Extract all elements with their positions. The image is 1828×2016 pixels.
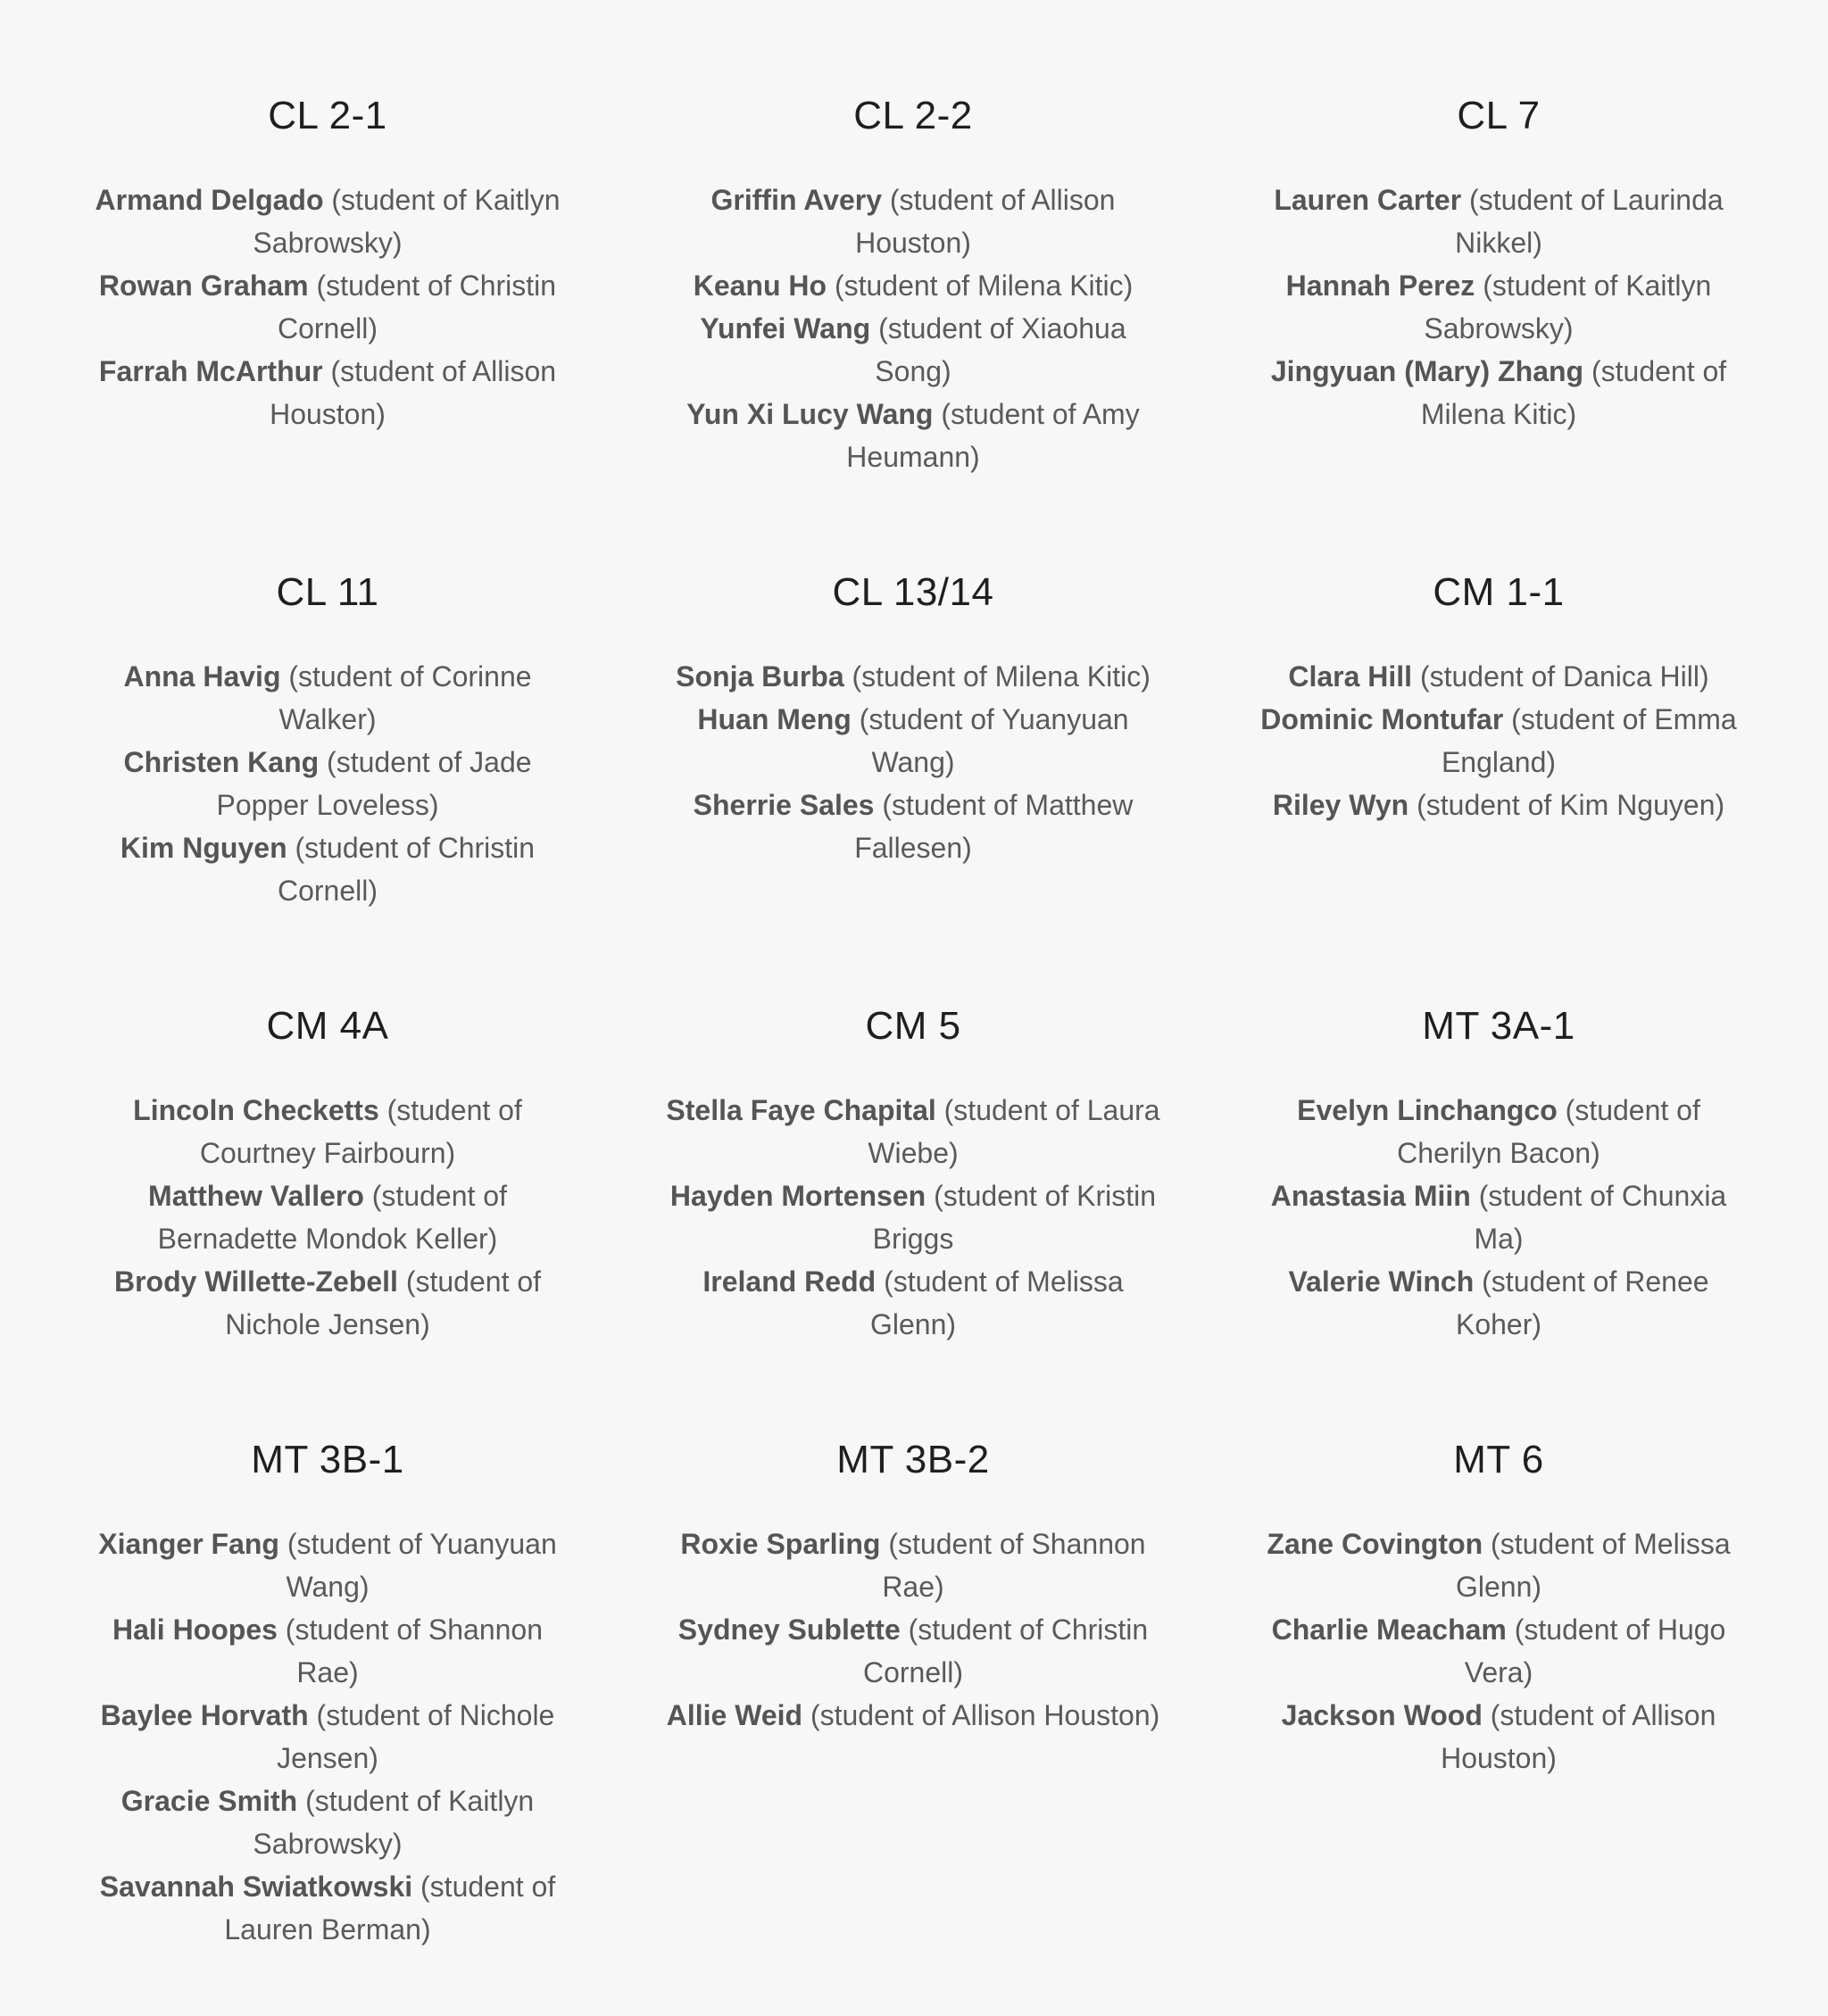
group-title: MT 6 — [1453, 1438, 1544, 1481]
group-title: MT 3B-2 — [836, 1438, 990, 1481]
student-name: Huan Meng — [697, 703, 852, 735]
group-cm-4a — [78, 1001, 577, 1346]
student-entry — [663, 698, 1163, 784]
teacher-note: (student of Yuanyuan Wang) — [859, 703, 1129, 778]
student-name: Jingyuan (Mary) Zhang — [1270, 355, 1584, 387]
student-list — [78, 1522, 577, 1951]
teacher-note: (student of Kim Nguyen) — [1417, 789, 1725, 821]
teacher-note: (student of Kristin Briggs — [872, 1180, 1157, 1255]
teacher-note: (student of Xiaohua Song) — [875, 312, 1126, 387]
student-name: Xianger Fang — [98, 1528, 279, 1560]
student-entry — [1249, 784, 1749, 826]
teacher-note: (student of Christin Cornell) — [277, 832, 536, 907]
student-name: Matthew Vallero — [148, 1180, 364, 1212]
student-name: Farrah McArthur — [98, 355, 323, 387]
group-mt-3b-2 — [663, 1435, 1163, 1737]
teacher-note: (student of Danica Hill) — [1419, 660, 1709, 693]
student-entry — [78, 1260, 577, 1346]
group-mt-3a-1 — [1249, 1001, 1749, 1346]
student-name: Sherrie Sales — [693, 789, 875, 821]
group-title: CL 2-1 — [268, 94, 387, 137]
group-cl-2-1 — [78, 91, 577, 436]
student-name: Charlie Meacham — [1271, 1614, 1507, 1646]
student-entry — [663, 393, 1163, 478]
teacher-note: (student of Kaitlyn Sabrowsky) — [253, 1785, 535, 1860]
student-entry — [663, 1174, 1163, 1260]
student-name: Allie Weid — [666, 1699, 803, 1731]
student-entry — [1249, 655, 1749, 698]
student-name: Dominic Montufar — [1260, 703, 1504, 735]
student-entry — [663, 1089, 1163, 1174]
group-title: CM 5 — [865, 1004, 961, 1048]
student-entry — [1249, 1522, 1749, 1608]
student-name: Hayden Mortensen — [669, 1180, 926, 1212]
group-title: MT 3A-1 — [1422, 1004, 1575, 1048]
teacher-note: (student of Christin Cornell) — [862, 1614, 1149, 1688]
student-entry — [1249, 1260, 1749, 1346]
student-list — [78, 1089, 577, 1346]
student-entry — [78, 1865, 577, 1951]
teacher-note: (student of Cherilyn Bacon) — [1397, 1094, 1700, 1169]
student-entry — [78, 1780, 577, 1865]
teacher-note: (student of Hugo Vera) — [1464, 1614, 1726, 1688]
student-entry — [663, 1608, 1163, 1694]
student-name: Sydney Sublette — [677, 1614, 901, 1646]
teacher-note: (student of Milena Kitic) — [1420, 355, 1727, 430]
group-cl-7 — [1249, 91, 1749, 436]
student-list — [663, 178, 1163, 478]
student-name: Riley Wyn — [1272, 789, 1409, 821]
student-name: Anastasia Miin — [1270, 1180, 1471, 1212]
student-entry — [663, 1260, 1163, 1346]
group-mt-3b-1 — [78, 1435, 577, 1951]
student-entry — [663, 307, 1163, 393]
teacher-note: (student of Nichole Jensen) — [225, 1265, 542, 1340]
student-list — [78, 178, 577, 436]
teacher-note: (student of Bernadette Mondok Keller) — [157, 1180, 507, 1255]
student-name: Stella Faye Chapital — [666, 1094, 936, 1126]
teacher-note: (student of Nichole Jensen) — [277, 1699, 555, 1774]
teacher-note: (student of Kaitlyn Sabrowsky) — [1424, 270, 1712, 344]
student-entry — [1249, 698, 1749, 784]
teacher-note: (student of Allison Houston) — [1441, 1699, 1716, 1774]
student-name: Rowan Graham — [98, 270, 309, 302]
student-name: Savannah Swiatkowski — [99, 1871, 413, 1903]
group-title: MT 3B-1 — [251, 1438, 404, 1481]
student-entry — [78, 741, 577, 826]
student-entry — [663, 178, 1163, 264]
student-entry — [78, 350, 577, 436]
group-title: CL 2-2 — [853, 94, 973, 137]
student-name: Gracie Smith — [120, 1785, 298, 1817]
student-entry — [1249, 1174, 1749, 1260]
teacher-note: (student of Allison Houston) — [855, 184, 1116, 259]
teacher-note: (student of Lauren Berman) — [224, 1871, 556, 1945]
student-entry — [1249, 1089, 1749, 1174]
teacher-note: (student of Allison Houston) — [270, 355, 557, 430]
teacher-note: (student of Kaitlyn Sabrowsky) — [253, 184, 561, 259]
group-cl-13-14 — [663, 568, 1163, 869]
student-name: Christen Kang — [123, 746, 320, 778]
teacher-note: (student of Jade Popper Loveless) — [216, 746, 532, 821]
group-cl-2-2 — [663, 91, 1163, 478]
student-list — [663, 1522, 1163, 1737]
group-mt-6 — [1249, 1435, 1749, 1780]
student-entry — [1249, 264, 1749, 350]
student-name: Lincoln Checketts — [133, 1094, 379, 1126]
teacher-note: (student of Chunxia Ma) — [1474, 1180, 1727, 1255]
student-list — [78, 655, 577, 912]
student-entry — [78, 1174, 577, 1260]
teacher-note: (student of Laura Wiebe) — [868, 1094, 1160, 1169]
student-name: Lauren Carter — [1274, 184, 1462, 216]
student-entry — [663, 655, 1163, 698]
student-entry — [1249, 1694, 1749, 1780]
student-entry — [663, 784, 1163, 869]
group-title: CL 7 — [1457, 94, 1541, 137]
teacher-note: (student of Melissa Glenn) — [869, 1265, 1124, 1340]
student-name: Armand Delgado — [95, 184, 324, 216]
group-cm-5 — [663, 1001, 1163, 1346]
student-name: Zane Covington — [1267, 1528, 1483, 1560]
student-name: Yun Xi Lucy Wang — [686, 398, 934, 430]
student-entry — [78, 264, 577, 350]
student-name: Keanu Ho — [693, 270, 827, 302]
teacher-note: (student of Courtney Fairbourn) — [199, 1094, 522, 1169]
student-list — [1249, 1089, 1749, 1346]
student-name: Griffin Avery — [710, 184, 882, 216]
group-title: CM 1-1 — [1433, 570, 1565, 614]
student-entry — [78, 1694, 577, 1780]
teacher-note: (student of Amy Heumann) — [846, 398, 1140, 473]
student-list — [663, 1089, 1163, 1346]
student-name: Kim Nguyen — [120, 832, 287, 864]
student-entry — [78, 178, 577, 264]
group-cm-1-1 — [1249, 568, 1749, 826]
teacher-note: (student of Melissa Glenn) — [1455, 1528, 1731, 1603]
student-entry — [1249, 1608, 1749, 1694]
student-name: Clara Hill — [1288, 660, 1413, 693]
teacher-note: (student of Christin Cornell) — [277, 270, 557, 344]
teacher-note: (student of Laurinda Nikkel) — [1455, 184, 1724, 259]
student-name: Valerie Winch — [1288, 1265, 1475, 1298]
student-list — [1249, 178, 1749, 436]
student-name: Jackson Wood — [1281, 1699, 1483, 1731]
student-name: Anna Havig — [123, 660, 281, 693]
teacher-note: (student of Milena Kitic) — [834, 270, 1134, 302]
teacher-note: (student of Milena Kitic) — [852, 660, 1151, 693]
teacher-note: (student of Renee Koher) — [1455, 1265, 1709, 1340]
student-entry — [78, 1522, 577, 1608]
student-name: Brody Willette-Zebell — [113, 1265, 398, 1298]
teacher-note: (student of Corinne Walker) — [278, 660, 532, 735]
group-title: CL 13/14 — [832, 570, 994, 614]
student-name: Ireland Redd — [702, 1265, 877, 1298]
student-list — [1249, 1522, 1749, 1780]
student-name: Yunfei Wang — [700, 312, 871, 344]
group-title: CL 11 — [276, 570, 379, 614]
student-entry — [663, 1694, 1163, 1737]
teacher-note: (student of Matthew Fallesen) — [854, 789, 1134, 864]
teacher-note: (student of Yuanyuan Wang) — [286, 1528, 557, 1603]
student-name: Hali Hoopes — [112, 1614, 278, 1646]
student-entry — [78, 655, 577, 741]
student-name: Sonja Burba — [676, 660, 844, 693]
student-name: Evelyn Linchangco — [1297, 1094, 1558, 1126]
student-entry — [663, 264, 1163, 307]
student-entry — [78, 1608, 577, 1694]
student-list — [663, 655, 1163, 869]
group-cl-11 — [78, 568, 577, 912]
student-name: Hannah Perez — [1285, 270, 1475, 302]
student-list — [1249, 655, 1749, 826]
student-entry — [78, 826, 577, 912]
teacher-note: (student of Allison Houston) — [810, 1699, 1160, 1731]
student-entry — [1249, 350, 1749, 436]
student-entry — [1249, 178, 1749, 264]
student-name: Roxie Sparling — [680, 1528, 881, 1560]
group-title: CM 4A — [266, 1004, 389, 1048]
teacher-note: (student of Shannon Rae) — [285, 1614, 544, 1688]
teacher-note: (student of Shannon Rae) — [882, 1528, 1146, 1603]
student-name: Baylee Horvath — [100, 1699, 309, 1731]
teacher-note: (student of Emma England) — [1441, 703, 1737, 778]
student-entry — [78, 1089, 577, 1174]
student-entry — [663, 1522, 1163, 1608]
